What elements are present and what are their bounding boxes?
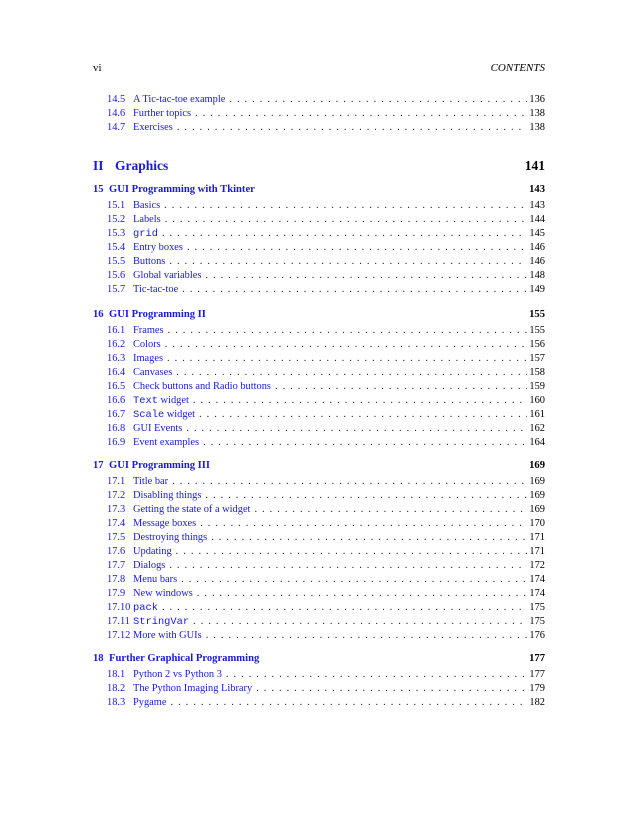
section-title[interactable]: Images	[133, 353, 164, 364]
page-number[interactable]: 175	[529, 602, 545, 613]
dot-leader	[158, 227, 527, 241]
section-title[interactable]: Dialogs	[133, 560, 166, 571]
chapter-number: 16	[93, 309, 104, 320]
toc-entry[interactable]	[93, 269, 545, 283]
section-number: 17.2	[107, 490, 126, 501]
section-title[interactable]: Menu bars	[133, 574, 178, 585]
page-number[interactable]: 179	[529, 683, 545, 694]
page-number[interactable]: 136	[529, 94, 545, 105]
section-title[interactable]: More with GUIs	[133, 630, 202, 641]
page-number[interactable]: 138	[529, 122, 545, 133]
part-page[interactable]: 141	[524, 158, 545, 173]
toc-entry[interactable]	[93, 573, 545, 587]
section-number: 17.3	[107, 504, 126, 515]
dot-leader	[191, 107, 527, 121]
section-number: 17.7	[107, 560, 126, 571]
section-number: 16.9	[107, 437, 126, 448]
page-number[interactable]: 164	[529, 437, 545, 448]
section-number: 16.5	[107, 381, 126, 392]
dot-leader	[193, 587, 528, 601]
dot-leader	[166, 696, 527, 710]
toc-entry[interactable]	[93, 615, 545, 629]
page-number[interactable]: 145	[529, 228, 545, 239]
chapter-title[interactable]: GUI Programming with Tkinter	[109, 184, 255, 195]
dot-leader	[158, 601, 527, 615]
section-number: 16.7	[107, 409, 126, 420]
dot-leader	[207, 531, 527, 545]
dot-leader	[182, 422, 527, 436]
dot-leader	[178, 283, 527, 297]
toc-entry[interactable]	[93, 545, 545, 559]
section-number: 15.7	[107, 284, 126, 295]
page-number[interactable]: 158	[529, 367, 545, 378]
toc-entry[interactable]	[93, 283, 545, 297]
section-number: 14.7	[107, 122, 126, 133]
section-title[interactable]: Destroying things	[133, 532, 208, 543]
page-number[interactable]: 169	[529, 504, 545, 515]
dot-leader	[173, 121, 528, 135]
chapter-page[interactable]: 177	[529, 653, 545, 664]
dot-leader	[252, 682, 527, 696]
code-term: grid	[133, 228, 158, 240]
dot-leader	[196, 517, 527, 531]
section-number: 15.2	[107, 214, 126, 225]
section-number: 15.1	[107, 200, 126, 211]
dot-leader	[160, 199, 527, 213]
toc-entry[interactable]	[93, 629, 545, 643]
section-title[interactable]: Scale widget	[133, 409, 196, 421]
chapter-heading[interactable]	[93, 308, 545, 322]
page-number[interactable]: 174	[529, 588, 545, 599]
section-title[interactable]: Python 2 vs Python 3	[133, 669, 222, 680]
dot-leader	[199, 436, 527, 450]
toc-entry[interactable]	[93, 682, 545, 696]
dot-leader	[201, 269, 527, 283]
toc-entry[interactable]	[93, 696, 545, 710]
section-title[interactable]	[133, 227, 158, 241]
part-title[interactable]: Graphics	[115, 158, 169, 173]
toc-entry[interactable]	[93, 559, 545, 573]
toc-entry[interactable]	[93, 227, 545, 241]
chapter-number: 17	[93, 460, 104, 471]
dot-leader	[164, 324, 528, 338]
toc-entry[interactable]	[93, 121, 545, 135]
page-number[interactable]: 162	[529, 423, 545, 434]
section-number: 16.1	[107, 325, 126, 336]
toc-entry[interactable]	[93, 489, 545, 503]
page-number[interactable]: 155	[529, 325, 545, 336]
dot-leader	[250, 503, 527, 517]
section-title[interactable]	[133, 601, 158, 615]
toc-entry[interactable]	[93, 352, 545, 366]
toc-entry[interactable]	[93, 366, 545, 380]
page-number[interactable]: 157	[529, 353, 545, 364]
toc-entry[interactable]	[93, 587, 545, 601]
page-number[interactable]: 177	[529, 669, 545, 680]
page-number[interactable]: 169	[529, 490, 545, 501]
chapter-title[interactable]: Further Graphical Programming	[109, 653, 260, 664]
page-number[interactable]: 171	[529, 546, 545, 557]
section-number: 17.5	[107, 532, 126, 543]
section-title[interactable]: Entry boxes	[133, 242, 183, 253]
page-number[interactable]: 182	[529, 697, 545, 708]
section-title[interactable]: Pygame	[133, 697, 167, 708]
section-number: 17.12	[107, 630, 131, 641]
dot-leader	[271, 380, 527, 394]
toc-entry[interactable]	[93, 338, 545, 352]
section-title[interactable]: Check buttons and Radio buttons	[133, 381, 271, 392]
page-number[interactable]: 160	[529, 395, 545, 406]
toc-entry[interactable]	[93, 255, 545, 269]
section-number: 17.4	[107, 518, 126, 529]
chapter-heading[interactable]	[93, 459, 545, 473]
toc-entry[interactable]	[93, 517, 545, 531]
code-term: pack	[133, 602, 158, 614]
part-number: II	[93, 158, 104, 173]
section-title[interactable]: Global variables	[133, 270, 202, 281]
page-number[interactable]: 159	[529, 381, 545, 392]
section-title[interactable]: Tic-tac-toe	[133, 284, 179, 295]
chapter-heading[interactable]	[93, 652, 545, 666]
section-number: 14.6	[107, 108, 126, 119]
dot-leader	[168, 475, 527, 489]
section-number: 17.11	[107, 616, 130, 627]
page-number[interactable]: 176	[529, 630, 545, 641]
dot-leader	[165, 255, 527, 269]
section-title[interactable]: The Python Imaging Library	[133, 683, 253, 694]
code-term: Scale	[133, 409, 165, 421]
dot-leader	[195, 408, 527, 422]
chapter-number: 18	[93, 653, 104, 664]
section-title[interactable]: Title bar	[133, 476, 169, 487]
page-number[interactable]: 148	[529, 270, 545, 281]
section-number: 16.6	[107, 395, 126, 406]
dot-leader	[161, 213, 528, 227]
section-number: 16.8	[107, 423, 126, 434]
toc-entry[interactable]	[93, 475, 545, 489]
chapter-page[interactable]: 169	[529, 460, 545, 471]
page-number[interactable]: 146	[529, 242, 545, 253]
code-term: Text	[133, 395, 158, 407]
part-heading[interactable]	[93, 158, 545, 176]
toc-entry[interactable]	[93, 394, 545, 408]
section-title[interactable]: Colors	[133, 339, 161, 350]
section-title[interactable]: GUI Events	[133, 423, 183, 434]
dot-leader	[222, 668, 527, 682]
section-title[interactable]: Text widget	[133, 395, 189, 407]
toc-entry[interactable]	[93, 213, 545, 227]
page-number[interactable]: 169	[529, 476, 545, 487]
dot-leader	[225, 93, 527, 107]
page-number[interactable]: 174	[529, 574, 545, 585]
section-number: 15.5	[107, 256, 126, 267]
section-title[interactable]: Buttons	[133, 256, 166, 267]
section-number: 16.4	[107, 367, 126, 378]
dot-leader	[202, 629, 528, 643]
section-title[interactable]: Event examples	[133, 437, 200, 448]
section-number: 15.4	[107, 242, 126, 253]
section-number: 17.6	[107, 546, 126, 557]
dot-leader	[183, 241, 527, 255]
page-number[interactable]: 138	[529, 108, 545, 119]
section-number: 18.1	[107, 669, 126, 680]
section-number: 17.10	[107, 602, 131, 613]
chapter-heading[interactable]	[93, 183, 545, 197]
dot-leader	[165, 559, 527, 573]
section-number: 14.5	[107, 94, 126, 105]
toc-entry[interactable]	[93, 503, 545, 517]
page-number[interactable]: 149	[529, 284, 545, 295]
chapter-page[interactable]: 155	[529, 309, 545, 320]
chapter-title[interactable]: GUI Programming III	[109, 460, 211, 471]
section-title[interactable]: Labels	[133, 214, 161, 225]
chapter-page[interactable]: 143	[529, 184, 545, 195]
chapter-number: 15	[93, 184, 104, 195]
toc-entry[interactable]	[93, 601, 545, 615]
page-number[interactable]: 171	[529, 532, 545, 543]
section-number: 17.8	[107, 574, 126, 585]
section-title[interactable]: Frames	[133, 325, 164, 336]
dot-leader	[189, 394, 528, 408]
dot-leader	[172, 545, 528, 559]
section-number: 15.3	[107, 228, 126, 239]
section-title[interactable]: Disabling things	[133, 490, 202, 501]
section-number: 18.2	[107, 683, 126, 694]
page-number[interactable]: 146	[529, 256, 545, 267]
toc-entry[interactable]	[93, 241, 545, 255]
code-term: StringVar	[133, 616, 190, 628]
section-number: 17.1	[107, 476, 126, 487]
toc-entry[interactable]	[93, 380, 545, 394]
section-title[interactable]: Canvases	[133, 367, 173, 378]
dot-leader	[189, 615, 527, 629]
page-number[interactable]: 175	[529, 616, 545, 627]
section-title[interactable]: Message boxes	[133, 518, 197, 529]
section-title[interactable]: Further topics	[133, 108, 192, 119]
section-number: 16.3	[107, 353, 126, 364]
section-number: 17.9	[107, 588, 126, 599]
page-number[interactable]: 172	[529, 560, 545, 571]
page-number-roman: vi	[93, 62, 102, 74]
toc-entry[interactable]	[93, 324, 545, 338]
section-title[interactable]: New windows	[133, 588, 193, 599]
section-title[interactable]: Getting the state of a widget	[133, 504, 251, 515]
toc-entry[interactable]	[93, 199, 545, 213]
page-number[interactable]: 161	[529, 409, 545, 420]
section-title[interactable]: Updating	[133, 546, 172, 557]
toc-entry[interactable]	[93, 93, 545, 107]
dot-leader	[163, 352, 527, 366]
dot-leader	[161, 338, 528, 352]
running-header: CONTENTS	[490, 62, 545, 74]
page-number[interactable]: 144	[529, 214, 545, 225]
page-number[interactable]: 156	[529, 339, 545, 350]
section-title[interactable]: Exercises	[133, 122, 173, 133]
dot-leader	[201, 489, 527, 503]
section-number: 18.3	[107, 697, 126, 708]
dot-leader	[172, 366, 527, 380]
section-number: 15.6	[107, 270, 126, 281]
section-title[interactable]: Basics	[133, 200, 161, 211]
page-number[interactable]: 170	[529, 518, 545, 529]
toc-entry[interactable]	[93, 668, 545, 682]
toc-entry[interactable]	[93, 408, 545, 422]
chapter-title[interactable]: GUI Programming II	[109, 309, 206, 320]
dot-leader	[177, 573, 527, 587]
page-number[interactable]: 143	[529, 200, 545, 211]
section-number: 16.2	[107, 339, 126, 350]
toc-entry[interactable]	[93, 107, 545, 121]
toc-entry[interactable]	[93, 531, 545, 545]
section-title[interactable]: A Tic-tac-toe example	[133, 94, 226, 105]
section-title[interactable]	[133, 615, 189, 629]
toc-entry[interactable]	[93, 422, 545, 436]
toc-entry[interactable]	[93, 436, 545, 450]
